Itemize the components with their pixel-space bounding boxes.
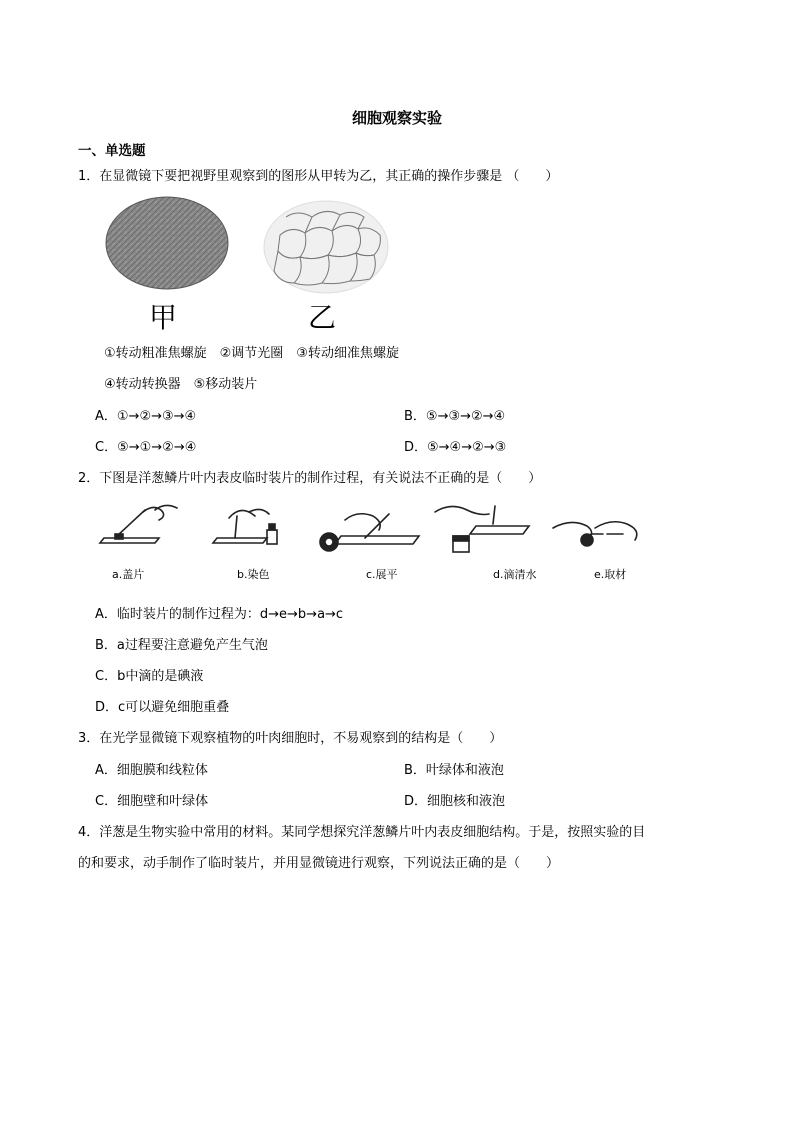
question-1-option-b[interactable]: B．⑤→③→②→④ xyxy=(404,409,506,424)
figure-label-c: c.展平 xyxy=(366,568,398,581)
question-3-option-b[interactable]: B．叶绿体和液泡 xyxy=(404,763,504,778)
question-3-option-d[interactable]: D．细胞核和液泡 xyxy=(404,794,506,809)
question-2-option-a[interactable]: A．临时装片的制作过程为：d→e→b→a→c xyxy=(95,607,344,622)
question-2-option-c[interactable]: C．b中滴的是碘液 xyxy=(95,669,204,684)
figure-label-b: b.染色 xyxy=(237,568,270,581)
question-1-stem: 1．在显微镜下要把视野里观察到的图形从甲转为乙，其正确的操作步骤是 （ ） xyxy=(78,169,559,184)
step-c-flatten-drawing xyxy=(320,514,419,551)
question-1-option-d[interactable]: D．⑤→④→②→③ xyxy=(404,440,507,455)
question-4-stem-line2: 的和要求，动手制作了临时装片，并用显微镜进行观察，下列说法正确的是（ ） xyxy=(78,856,560,871)
question-1-figure xyxy=(100,195,400,335)
figure-label-a: a.盖片 xyxy=(112,568,145,581)
page-title: 细胞观察实验 xyxy=(352,109,443,127)
question-1-option-c[interactable]: C．⑤→①→②→④ xyxy=(95,440,197,455)
step-b-staining-drawing xyxy=(213,509,277,544)
step-d-water-drawing xyxy=(435,506,529,552)
figure-label-d: d.滴清水 xyxy=(493,568,537,581)
question-3-option-c[interactable]: C．细胞壁和叶绿体 xyxy=(95,794,209,809)
question-2-option-b[interactable]: B．a过程要注意避免产生气泡 xyxy=(95,638,268,653)
question-4-stem-line1: 4．洋葱是生物实验中常用的材料。某同学想探究洋葱鳞片叶内表皮细胞结构。于是，按照实验的目 xyxy=(78,825,646,840)
figure-label-e: e.取材 xyxy=(594,568,627,581)
question-3-option-a[interactable]: A．细胞膜和线粒体 xyxy=(95,763,208,778)
step-e-take-material-drawing xyxy=(553,522,637,546)
figure-label-jia: 甲 xyxy=(149,301,178,334)
question-3-stem: 3．在光学显微镜下观察植物的叶肉细胞时，不易观察到的结构是（ ） xyxy=(78,731,503,746)
question-1-steps-line1: ①转动粗准焦螺旋 ②调节光圈 ③转动细准焦螺旋 xyxy=(104,346,399,361)
question-2-figure xyxy=(95,498,655,588)
question-1-steps-line2: ④转动转换器 ⑤移动装片 xyxy=(104,377,258,392)
figure-jia-ellipse xyxy=(106,197,228,289)
question-1-option-a[interactable]: A．①→②→③→④ xyxy=(95,409,197,424)
figure-label-yi: 乙 xyxy=(308,301,337,334)
question-2-stem: 2．下图是洋葱鳞片叶内表皮临时装片的制作过程，有关说法不正确的是（ ） xyxy=(78,471,542,486)
section-heading: 一、单选题 xyxy=(78,143,146,159)
step-a-cover-slip-drawing xyxy=(100,505,177,543)
question-2-option-d[interactable]: D．c可以避免细胞重叠 xyxy=(95,700,230,715)
